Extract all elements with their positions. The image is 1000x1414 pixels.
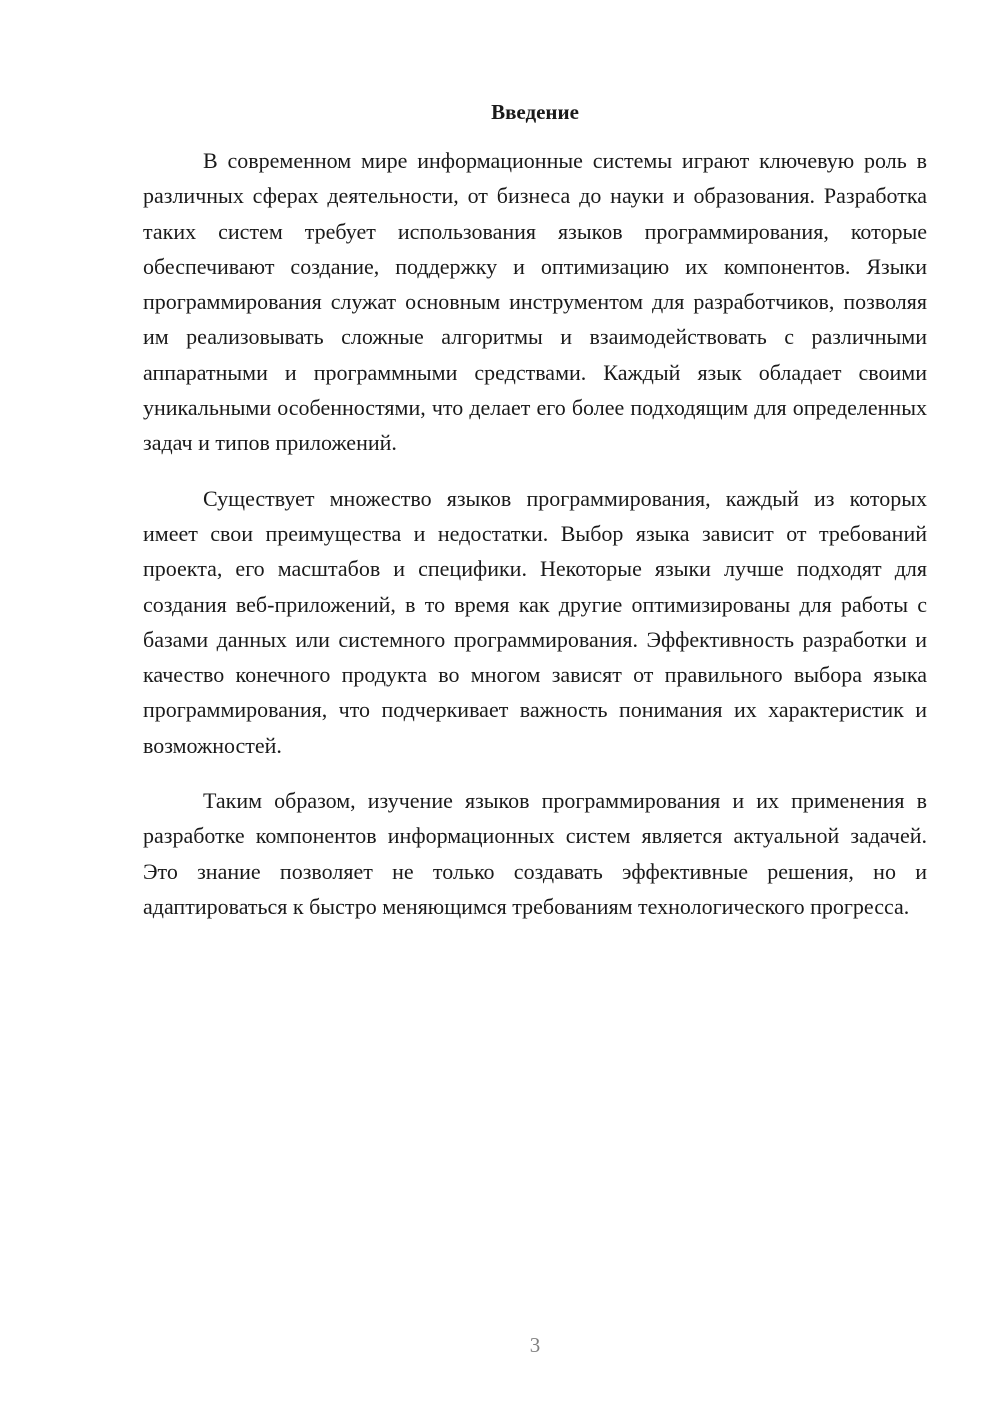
- paragraph-1: В современном мире информационные системы играют ключевую роль в различных сферах деятельности, от бизнеса до науки и образования. Разработка таких систем требует использования языков программирования, которые обеспечивают создание, поддержку и оптимизацию их компонентов. Языки программирования служат основным инструментом для разработчиков, позволяя им реализовывать сложные алгоритмы и взаимодействовать с различными аппаратными и программными средствами. Каждый язык обладает своими уникальными особенностями, что делает его более подходящим для определенных задач и типов приложений.: [143, 148, 927, 456]
- page-number: 3: [529, 1333, 541, 1357]
- body-text: [143, 143, 927, 944]
- page-title: Введение: [491, 100, 579, 124]
- paragraph-2: Существует множество языков программирования, каждый из которых имеет свои преимущества и недостатки. Выбор языка зависит от требований проекта, его масштабов и специфики. Некоторые языки лучше подходят для создания веб-приложений, в то время как другие оптимизированы для работы с базами данных или системного программирования. Эффективность разработки и качество конечного продукта во многом зависят от правильного выбора языка программирования, что подчеркивает важность понимания их характеристик и возможностей.: [143, 485, 927, 758]
- paragraph-3: Таким образом, изучение языков программирования и их применения в разработке компонентов информационных систем является актуальной задачей. Это знание позволяет не только создавать эффективные решения, но и адаптироваться к быстро меняющимся требованиям технологического прогресса.: [143, 788, 927, 919]
